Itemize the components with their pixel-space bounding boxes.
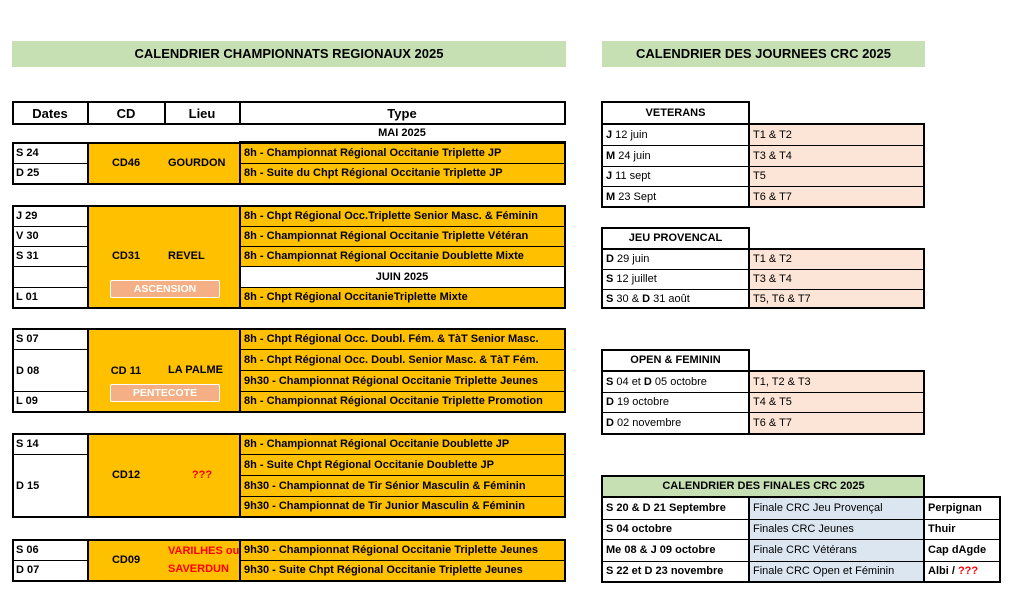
provencal-tour: T1 & T2 [750, 250, 924, 269]
finale-event: Finale CRC Vétérans [750, 540, 924, 561]
veterans-date: J 12 juin [606, 128, 648, 141]
date-cell: S 31 [16, 250, 39, 262]
crc-calendar-title: CALENDRIER DES JOURNEES CRC 2025 [602, 41, 925, 67]
finales-title: CALENDRIER DES FINALES CRC 2025 [603, 477, 924, 496]
lieu-label: ??? [191, 468, 213, 481]
veterans-tour: T5 [750, 166, 924, 186]
open-date: D 02 novembre [606, 416, 682, 429]
type-cell: 9h30 - Championnat Régional Occitanie Triplette Jeunes [244, 374, 539, 387]
open-title: OPEN & FEMININ [630, 354, 721, 366]
veterans-date: J 11 sept [606, 169, 651, 182]
provencal-tour: T3 & T4 [750, 270, 924, 289]
finale-event: Finale CRC Open et Féminin [750, 562, 924, 581]
cd-label: CD12 [111, 468, 141, 481]
date-cell: S 06 [16, 544, 39, 556]
type-cell: 8h - Chpt Régional Occ.Triplette Senior Masc. & Féminin [244, 210, 538, 222]
lieu-label: REVEL [168, 249, 205, 262]
header-lieu: Lieu [188, 106, 216, 121]
type-cell: 8h - Championnat Régional Occitanie Doublette JP [244, 438, 510, 450]
lieu-label: LA PALME [168, 363, 223, 376]
type-cell: 9h30 - Championnat Régional Occitanie Triplette Jeunes [244, 544, 539, 556]
type-cell: 8h30 - Championnat de Tir Sénior Masculin & Féminin [244, 479, 526, 492]
date-cell: D 08 [16, 364, 40, 377]
type-cell: 9h30 - Championnat de Tir Junior Masculin & Féminin [244, 500, 525, 512]
type-cell: 8h - Championnat Régional Occitanie Doublette Mixte [244, 250, 524, 262]
veterans-tour: T1 & T2 [750, 125, 924, 145]
pentecote-tag: PENTECOTE [110, 384, 220, 402]
header-type: Type [387, 106, 417, 121]
header-dates: Dates [32, 106, 68, 121]
finale-date: S 20 & D 21 Septembre [606, 502, 726, 514]
veterans-tour: T3 & T4 [750, 146, 924, 166]
date-cell: S 07 [16, 333, 39, 345]
finale-location: Thuir [928, 523, 956, 535]
date-cell: D 25 [16, 167, 40, 179]
finale-location: Perpignan [928, 502, 982, 514]
finale-event: Finales CRC Jeunes [750, 520, 924, 539]
date-cell: J 29 [16, 210, 38, 222]
cd-label: CD 11 [110, 364, 142, 377]
month-juin: JUIN 2025 [375, 271, 429, 283]
month-mai: MAI 2025 [378, 126, 426, 139]
lieu-label-1: VARILHES ou [168, 544, 239, 557]
type-cell: 8h - Championnat Régional Occitanie Triplette Promotion [244, 395, 543, 407]
type-cell: 8h - Suite du Chpt Régional Occitanie Triplette JP [244, 167, 503, 179]
open-tour: T4 & T5 [750, 393, 924, 412]
veterans-title: VETERANS [645, 106, 706, 119]
open-tour: T1, T2 & T3 [750, 372, 924, 392]
type-cell: 8h - Chpt Régional Occ. Doubl. Senior Masc. & TàT Fém. [244, 354, 539, 366]
open-tour: T6 & T7 [750, 413, 924, 433]
date-cell: L 09 [16, 395, 38, 407]
cd-label: CD46 [111, 156, 141, 169]
finale-date: S 04 octobre [606, 523, 673, 535]
type-cell: 8h - Championnat Régional Occitanie Triplette JP [244, 147, 502, 159]
ascension-tag: ASCENSION [110, 280, 220, 298]
finale-location: Cap dAgde [928, 544, 987, 556]
type-cell: 8h - Suite Chpt Régional Occitanie Doublette JP [244, 459, 494, 471]
type-cell: 8h - Chpt Régional OccitanieTriplette Mixte [244, 291, 468, 303]
type-cell: 8h - Chpt Régional Occ. Doubl. Fém. & TàT Senior Masc. [244, 333, 539, 345]
provencal-date: D 29 juin [606, 253, 650, 265]
type-cell: 8h - Championnat Régional Occitanie Triplette Vétéran [244, 230, 529, 242]
finale-date: Me 08 & J 09 octobre [606, 544, 716, 556]
date-cell: V 30 [16, 230, 39, 242]
date-cell: S 14 [16, 438, 39, 450]
open-date: D 19 octobre [606, 396, 669, 408]
provencal-date: S 12 juillet [606, 273, 657, 285]
date-cell: L 01 [16, 291, 38, 303]
finale-date: S 22 et D 23 novembre [606, 565, 724, 577]
cd-label: CD09 [111, 553, 141, 566]
lieu-label: GOURDON [168, 156, 226, 169]
provencal-tour: T5, T6 & T7 [750, 290, 924, 308]
finale-location: Albi / ??? [928, 565, 979, 577]
date-cell: D 07 [16, 564, 40, 576]
veterans-date: M 24 juin [606, 149, 651, 162]
date-cell: D 15 [16, 479, 40, 492]
cd-label: CD31 [111, 249, 141, 262]
type-cell: 9h30 - Suite Chpt Régional Occitanie Triplette Jeunes [244, 564, 523, 576]
date-cell: S 24 [16, 147, 39, 159]
veterans-tour: T6 & T7 [750, 187, 924, 207]
open-date: S 04 et D 05 octobre [606, 375, 707, 388]
regional-calendar-title: CALENDRIER CHAMPIONNATS REGIONAUX 2025 [12, 41, 566, 67]
provencal-title: JEU PROVENCAL [628, 232, 723, 244]
veterans-date: M 23 Sept [606, 190, 657, 203]
header-cd: CD [116, 106, 136, 121]
lieu-label-2: SAVERDUN [168, 562, 229, 575]
provencal-date: S 30 & D 31 août [606, 292, 690, 305]
finale-event: Finale CRC Jeu Provençal [750, 498, 924, 519]
